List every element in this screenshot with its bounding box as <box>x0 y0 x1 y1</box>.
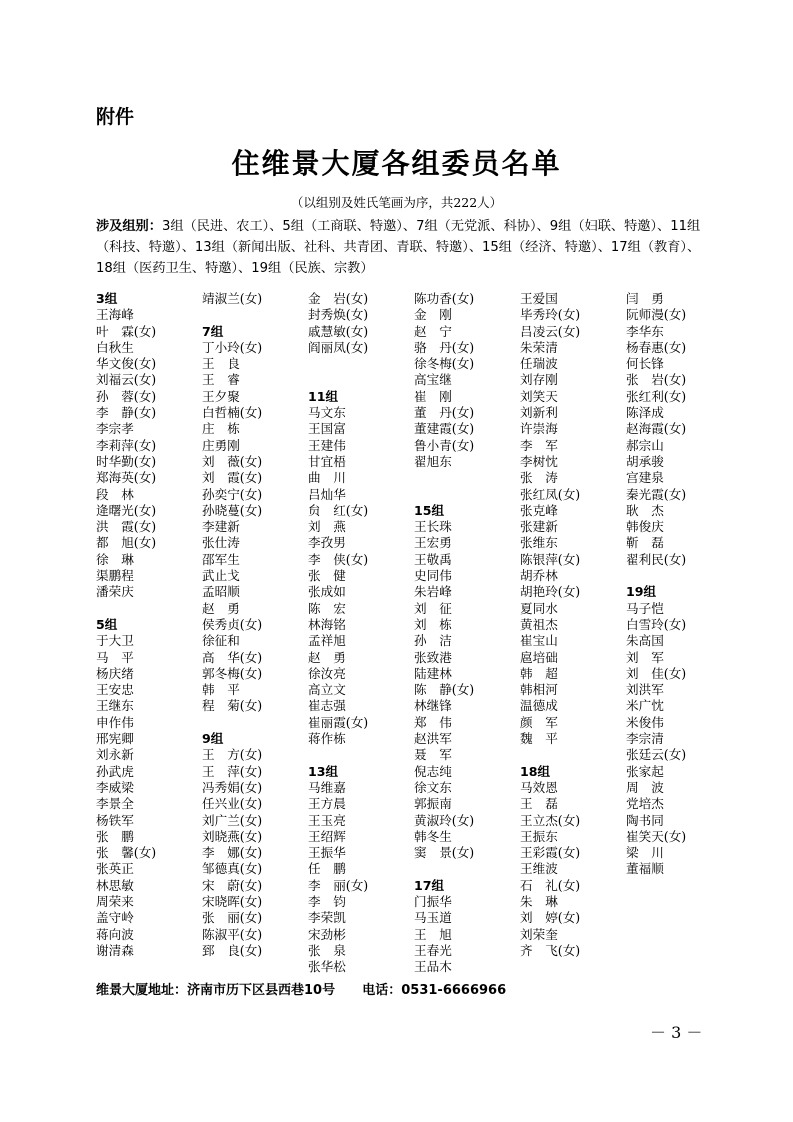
member-name: 林继锋 <box>414 698 452 714</box>
member-name: 赵洪军 <box>414 731 452 747</box>
groups-note <box>96 216 706 279</box>
member-name: 王振华 <box>308 845 346 861</box>
member-name: 王 磊 <box>520 796 558 812</box>
page-number: － 3 － <box>650 1023 703 1042</box>
member-name: 张英正 <box>96 861 134 877</box>
member-name: 邹德真(女) <box>202 861 263 877</box>
group-heading: 15组 <box>414 502 445 518</box>
member-name: 李荣凯 <box>308 910 346 926</box>
groups-note-label: 涉及组别： <box>96 219 162 234</box>
member-name: 邵军生 <box>202 551 240 567</box>
member-name: 黄淑玲(女) <box>414 812 475 828</box>
member-name: 张 泉 <box>308 942 346 958</box>
member-name: 董建霞(女) <box>414 421 475 437</box>
member-name: 邢宪卿 <box>96 731 134 747</box>
member-name <box>202 307 306 323</box>
member-name: 宋劲彬 <box>308 926 346 942</box>
member-name: 张红利(女) <box>626 388 687 404</box>
member-name: 陈功香(女) <box>414 291 475 306</box>
member-name: 王继东 <box>96 698 134 714</box>
group-heading: 18组 <box>520 763 551 779</box>
member-name: 叶 霖(女) <box>96 323 157 339</box>
member-name: 王方晨 <box>308 796 346 812</box>
member-name: 庄 栋 <box>202 421 240 437</box>
member-name: 徐汝亮 <box>308 665 346 681</box>
member-name: 韩 平 <box>202 682 240 698</box>
member-name: 夏同水 <box>520 600 558 616</box>
member-name: 王 方(女) <box>202 747 263 763</box>
member-name: 马子恺 <box>626 600 664 616</box>
member-name: 陶书同 <box>626 812 664 828</box>
member-name <box>96 601 200 617</box>
member-name: 李 娜(女) <box>202 845 263 861</box>
member-name: 李 钧 <box>308 893 346 909</box>
member-name: 马玉道 <box>414 910 452 926</box>
member-name: 刘笑天 <box>520 388 558 404</box>
member-name: 韩 超 <box>520 665 558 681</box>
member-name: 郝宗山 <box>626 437 664 453</box>
member-name: 米广忱 <box>626 698 664 714</box>
member-name: 王玉亮 <box>308 812 346 828</box>
member-name: 周荣来 <box>96 893 134 909</box>
member-name: 刘 征 <box>414 600 452 616</box>
group-heading: 11组 <box>308 388 339 404</box>
member-name: 徐征和 <box>202 633 240 649</box>
name-column <box>414 291 518 975</box>
member-name: 高 华(女) <box>202 649 263 665</box>
footer-address: 维景大厦地址：济南市历下区县西巷10号 <box>96 983 336 998</box>
member-name: 王夕聚 <box>202 388 240 404</box>
member-name: 陈泽成 <box>626 405 664 421</box>
member-name: 王安忠 <box>96 682 134 698</box>
member-name <box>414 861 518 877</box>
member-name <box>626 568 730 584</box>
name-column <box>308 291 412 975</box>
member-name: 郭振南 <box>414 796 452 812</box>
member-name: 李宗清 <box>626 731 664 747</box>
member-name: 徐冬梅(女) <box>414 356 475 372</box>
member-name: 窦 景(女) <box>414 845 475 861</box>
member-name: 赵 勇 <box>308 649 346 665</box>
member-name: 李威梁 <box>96 779 134 795</box>
member-name: 张仕涛 <box>202 535 240 551</box>
member-name: 封秀焕(女) <box>308 307 369 323</box>
member-name: 宋晓晖(女) <box>202 893 263 909</box>
member-name: 胡艳玲(女) <box>520 584 581 600</box>
member-name: 王绍辉 <box>308 828 346 844</box>
member-name: 李 侠(女) <box>308 551 369 567</box>
group-heading: 19组 <box>626 584 657 600</box>
member-name: 吕凌云(女) <box>520 323 581 339</box>
member-name: 米俊伟 <box>626 714 664 730</box>
member-name: 王品木 <box>414 959 452 975</box>
member-name: 陈淑平(女) <box>202 926 263 942</box>
member-name: 胡承骏 <box>626 453 664 469</box>
member-name: 周 波 <box>626 779 664 795</box>
member-name: 冯秀娟(女) <box>202 779 263 795</box>
member-name: 翟旭东 <box>414 453 452 469</box>
member-name: 门振华 <box>414 893 452 909</box>
member-name <box>308 372 412 388</box>
attachment-label: 附件 <box>96 106 135 128</box>
member-name: 崔 刚 <box>414 388 452 404</box>
member-name: 王 睿 <box>202 372 240 388</box>
member-name: 崔志强 <box>308 698 346 714</box>
member-name: 任 鹏 <box>308 861 346 877</box>
member-name: 王宏勇 <box>414 535 452 551</box>
member-name: 张建新 <box>520 519 558 535</box>
member-name: 林海铭 <box>308 616 346 632</box>
member-name: 张 丽(女) <box>202 910 263 926</box>
member-name: 马 平 <box>96 649 134 665</box>
member-name: 孙晓蔓(女) <box>202 502 263 518</box>
member-name: 谢清森 <box>96 942 134 958</box>
member-name: 阮师漫(女) <box>626 307 687 323</box>
group-heading: 13组 <box>308 763 339 779</box>
member-name: 王敬禹 <box>414 551 452 567</box>
member-name: 于大卫 <box>96 633 134 649</box>
member-name: 张 鹏 <box>96 828 134 844</box>
member-name: 耿 杰 <box>626 502 664 518</box>
group-heading: 3组 <box>96 291 118 306</box>
member-name: 都 旭(女) <box>96 535 157 551</box>
member-name: 崔宝山 <box>520 633 558 649</box>
name-column <box>626 291 730 878</box>
member-name: 吕灿华 <box>308 486 346 502</box>
member-name: 崔笑天(女) <box>626 828 687 844</box>
member-name <box>414 487 518 503</box>
member-name: 朱岩峰 <box>414 584 452 600</box>
member-name: 张华松 <box>308 959 346 975</box>
member-name: 申作伟 <box>96 714 134 730</box>
member-name <box>202 715 306 731</box>
member-name: 张 涛 <box>520 470 558 486</box>
member-name: 何长锋 <box>626 356 664 372</box>
footer-phone: 电话：0531-6666966 <box>362 983 507 998</box>
member-name: 闫 勇 <box>626 291 664 306</box>
member-name <box>308 747 412 763</box>
member-name: 高宝继 <box>414 372 452 388</box>
member-name: 张 岩(女) <box>626 372 687 388</box>
member-name: 洪 霞(女) <box>96 519 157 535</box>
member-name: 刘新利 <box>520 405 558 421</box>
group-heading: 5组 <box>96 616 118 632</box>
member-name: 李 静(女) <box>96 405 157 421</box>
member-name: 李 丽(女) <box>308 877 369 893</box>
member-name: 金 刚 <box>414 307 452 323</box>
member-name: 宋 蔚(女) <box>202 877 263 893</box>
member-name: 骆 丹(女) <box>414 339 475 355</box>
member-name: 杨庆绪 <box>96 665 134 681</box>
member-name: 孟祥旭 <box>308 633 346 649</box>
member-name: 李树忱 <box>520 453 558 469</box>
member-name: 史同伟 <box>414 568 452 584</box>
member-name: 刘 霞(女) <box>202 470 263 486</box>
member-name: 靳 磊 <box>626 535 664 551</box>
member-name: 金 岩(女) <box>308 291 369 306</box>
member-name: 王彩霞(女) <box>520 845 581 861</box>
member-name: 朱 琳 <box>520 893 558 909</box>
member-name: 张 健 <box>308 568 346 584</box>
member-name: 张廷云(女) <box>626 747 687 763</box>
member-name: 杨铁军 <box>96 812 134 828</box>
member-name: 宫建泉 <box>626 470 664 486</box>
member-name: 董 丹(女) <box>414 405 475 421</box>
member-name: 徐文东 <box>414 779 452 795</box>
member-name: 陆建林 <box>414 665 452 681</box>
member-name: 李建新 <box>202 519 240 535</box>
member-name: 温德成 <box>520 698 558 714</box>
document-subtitle: （以组别及姓氏笔画为序，共222人） <box>290 195 503 210</box>
member-name: 鲁小青(女) <box>414 437 475 453</box>
member-name: 孙武虎 <box>96 763 134 779</box>
member-name: 庄勇刚 <box>202 437 240 453</box>
member-name: 赵海霞(女) <box>626 421 687 437</box>
member-name: 王振东 <box>520 828 558 844</box>
member-name: 韩俊庆 <box>626 519 664 535</box>
group-heading: 9组 <box>202 731 224 747</box>
member-name: 李景全 <box>96 796 134 812</box>
member-name: 郑 伟 <box>414 714 452 730</box>
member-name: 李孜男 <box>308 535 346 551</box>
member-name: 王 良 <box>202 356 240 372</box>
member-name: 张 馨(女) <box>96 845 157 861</box>
member-name: 崔丽霞(女) <box>308 714 369 730</box>
member-name: 潘荣庆 <box>96 584 134 600</box>
member-name: 马效恩 <box>520 779 558 795</box>
group-heading: 17组 <box>414 877 445 893</box>
member-name: 王春光 <box>414 942 452 958</box>
member-name: 白雪玲(女) <box>626 616 687 632</box>
member-name: 孙 洁 <box>414 633 452 649</box>
member-name: 聂 军 <box>414 747 452 763</box>
member-name: 朱荣清 <box>520 339 558 355</box>
name-column <box>96 291 200 959</box>
member-name: 白秋生 <box>96 339 134 355</box>
member-name: 丁小玲(女) <box>202 339 263 355</box>
name-column <box>202 291 306 959</box>
member-name: 盖守岭 <box>96 910 134 926</box>
member-name: 郑海英(女) <box>96 470 157 486</box>
member-name: 蒋向波 <box>96 926 134 942</box>
member-name: 王建伟 <box>308 437 346 453</box>
member-name <box>308 356 412 372</box>
member-name: 渠鹏程 <box>96 568 134 584</box>
member-name: 倪志纯 <box>414 763 452 779</box>
member-name: 李 军 <box>520 437 558 453</box>
member-name: 马文东 <box>308 405 346 421</box>
member-name: 靖淑兰(女) <box>202 291 263 306</box>
member-name: 杨春惠(女) <box>626 339 687 355</box>
member-name: 秦光霞(女) <box>626 486 687 502</box>
member-name: 曲 川 <box>308 470 346 486</box>
member-name: 蒋作栋 <box>308 731 346 747</box>
member-name: 甘宜梧 <box>308 453 346 469</box>
member-name: 王国富 <box>308 421 346 437</box>
member-name: 张致港 <box>414 649 452 665</box>
member-name: 张克峰 <box>520 502 558 518</box>
member-name: 韩相河 <box>520 682 558 698</box>
member-name: 任瑞波 <box>520 356 558 372</box>
member-name: 郭冬梅(女) <box>202 665 263 681</box>
member-name: 孟昭顺 <box>202 584 240 600</box>
groups-note-text: 3组（民进、农工）、5组（工商联、特邀）、7组（无党派、科协）、9组（妇联、特邀）、11组（科技、特邀）、13组（新闻出版、社科、共青团、青联、特邀）、15组（经济、特邀）、17组（教育）、18组（医药卫生、特邀）、19组（民族、宗教） <box>96 219 701 276</box>
member-name: 朱高国 <box>626 633 664 649</box>
footer-contact <box>96 979 506 998</box>
member-name: 郅 良(女) <box>202 942 263 958</box>
member-name: 许崇海 <box>520 421 558 437</box>
member-name: 魏 平 <box>520 731 558 747</box>
member-name: 刘永新 <box>96 747 134 763</box>
member-name: 刘福云(女) <box>96 372 157 388</box>
member-name: 王 萍(女) <box>202 763 263 779</box>
member-name: 王长珠 <box>414 519 452 535</box>
member-name: 马维嘉 <box>308 779 346 795</box>
member-name: 林思敏 <box>96 877 134 893</box>
member-name: 刘 薇(女) <box>202 453 263 469</box>
member-name: 刘存刚 <box>520 372 558 388</box>
member-name: 齐 飞(女) <box>520 942 581 958</box>
member-name: 王立杰(女) <box>520 812 581 828</box>
member-name: 刘广兰(女) <box>202 812 263 828</box>
member-name: 陈 宏 <box>308 600 346 616</box>
member-name: 张红凤(女) <box>520 486 581 502</box>
member-name: 李华东 <box>626 323 664 339</box>
member-name: 高立文 <box>308 682 346 698</box>
member-name: 王 旭 <box>414 926 452 942</box>
member-name: 陈 静(女) <box>414 682 475 698</box>
member-name: 武止戈 <box>202 568 240 584</box>
member-name: 华文俊(女) <box>96 356 157 372</box>
member-name: 戚慧敏(女) <box>308 323 369 339</box>
name-column <box>520 291 624 959</box>
member-name: 刘 燕 <box>308 519 346 535</box>
member-name: 刘 婷(女) <box>520 910 581 926</box>
member-name: 赵 勇 <box>202 600 240 616</box>
member-name: 刘 佳(女) <box>626 665 687 681</box>
member-name: 贠 红(女) <box>308 502 369 518</box>
member-name: 党培杰 <box>626 796 664 812</box>
member-name: 张成如 <box>308 584 346 600</box>
member-name: 刘 栋 <box>414 616 452 632</box>
member-name: 侯秀贞(女) <box>202 616 263 632</box>
member-name: 梁 川 <box>626 845 664 861</box>
member-name: 王爱国 <box>520 291 558 306</box>
member-name: 李莉萍(女) <box>96 437 157 453</box>
member-name: 程 菊(女) <box>202 698 263 714</box>
member-name: 刘洪军 <box>626 682 664 698</box>
member-name: 陈银萍(女) <box>520 551 581 567</box>
member-name: 逄曙光(女) <box>96 502 157 518</box>
document-title: 住维景大厦各组委员名单 <box>231 147 562 180</box>
member-name: 扈培础 <box>520 649 558 665</box>
member-name: 张家起 <box>626 763 664 779</box>
member-name: 翟利民(女) <box>626 551 687 567</box>
member-name: 孙奕宁(女) <box>202 486 263 502</box>
member-name <box>414 470 518 486</box>
member-name: 刘晓燕(女) <box>202 828 263 844</box>
member-name: 张维东 <box>520 535 558 551</box>
member-name: 韩冬生 <box>414 828 452 844</box>
member-name: 任兴业(女) <box>202 796 263 812</box>
member-name: 胡乔林 <box>520 568 558 584</box>
member-name: 徐 琳 <box>96 551 134 567</box>
member-name <box>520 747 624 763</box>
member-name: 李宗孝 <box>96 421 134 437</box>
member-name: 刘 军 <box>626 649 664 665</box>
member-name: 黄祖杰 <box>520 616 558 632</box>
member-name: 阎丽凤(女) <box>308 339 369 355</box>
member-name: 王维波 <box>520 861 558 877</box>
member-name: 赵 宁 <box>414 323 452 339</box>
member-name: 孙 蓉(女) <box>96 388 157 404</box>
member-name: 白哲楠(女) <box>202 405 263 421</box>
member-name: 毕秀玲(女) <box>520 307 581 323</box>
member-name: 时华勤(女) <box>96 453 157 469</box>
member-name: 王海峰 <box>96 307 134 323</box>
member-name: 董福顺 <box>626 861 664 877</box>
member-name: 刘荣奎 <box>520 926 558 942</box>
group-heading: 7组 <box>202 323 224 339</box>
member-name: 颜 军 <box>520 714 558 730</box>
member-name: 段 林 <box>96 486 134 502</box>
member-name: 石 礼(女) <box>520 877 581 893</box>
